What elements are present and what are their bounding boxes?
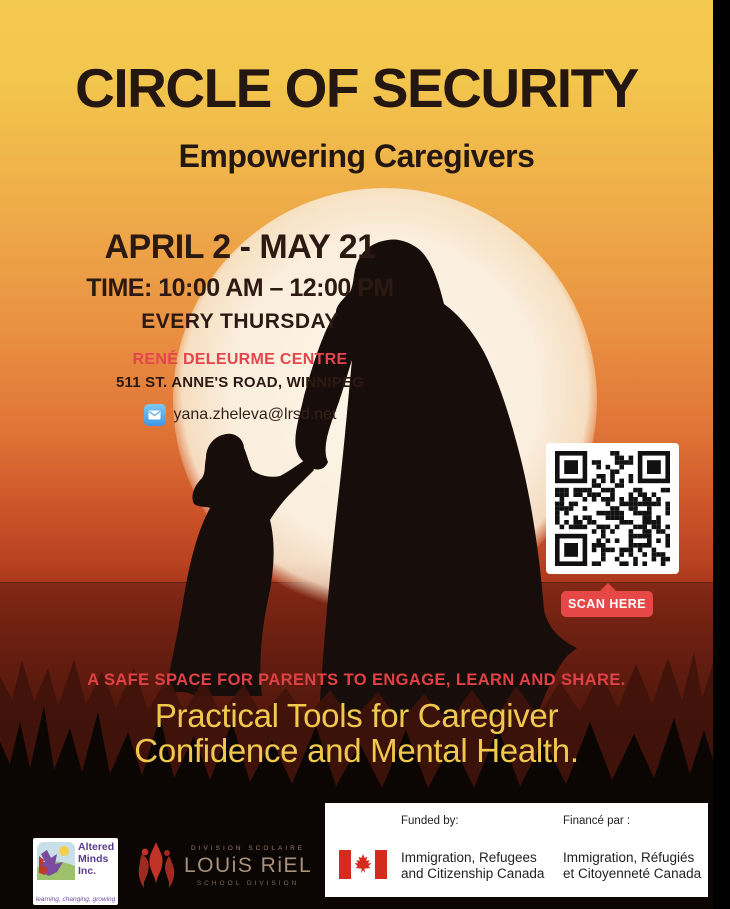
scan-here-button[interactable] (561, 591, 653, 617)
louis-riel-logo (136, 840, 312, 892)
qr-code[interactable] (546, 443, 679, 574)
am-name-line3: Inc. (78, 864, 97, 877)
funding-french-column (563, 815, 703, 882)
event-dates: APRIL 2 - MAY 21 (104, 228, 376, 266)
am-name-line2: Minds (78, 852, 109, 865)
event-info-block (0, 228, 480, 426)
altered-minds-art-icon (37, 842, 75, 880)
event-frequency: EVERY THURSDAY (141, 310, 339, 333)
ircc-fr-line2: et Citoyenneté Canada (563, 865, 702, 881)
finance-par-label: Financé par : (563, 815, 631, 827)
tagline-line-1: Practical Tools for Caregiver (154, 697, 559, 734)
altered-minds-name (78, 842, 114, 877)
lrsd-name: LOUiS RiEL (184, 854, 313, 877)
event-address: 511 ST. ANNE'S ROAD, WINNIPEG (115, 374, 365, 391)
ircc-en-line2: and Citizenship Canada (401, 865, 545, 881)
altered-minds-logo (33, 838, 118, 905)
lrsd-school-division: SCHOOL DIVISION (196, 880, 300, 887)
tagline-line-2: Confidence and Mental Health. (134, 731, 579, 769)
poster-title: CIRCLE OF SECURITY (75, 57, 638, 119)
altered-minds-tagline: learning, changing, growing (35, 896, 116, 903)
ircc-french (563, 850, 703, 882)
ircc-english (401, 850, 559, 882)
email-icon (144, 404, 166, 426)
ircc-en-line1: Immigration, Refugees (401, 850, 537, 865)
louis-riel-text (184, 845, 312, 887)
ircc-fr-line1: Immigration, Réfugiés (563, 850, 695, 865)
contact-email[interactable]: yana.zheleva@lrsd.net (173, 406, 337, 423)
scan-here-label: SCAN HERE (567, 597, 647, 611)
canada-flag-icon (339, 850, 387, 879)
am-name-line1: Altered (78, 841, 115, 853)
event-time: TIME: 10:00 AM – 12:00 PM (86, 274, 394, 302)
safe-space-tagline: A SAFE SPACE FOR PARENTS TO ENGAGE, LEARN AND SHARE. (87, 671, 626, 689)
practical-tools-tagline (0, 699, 713, 769)
funded-by-label: Funded by: (401, 815, 459, 827)
scan-pointer-arrow (599, 583, 617, 592)
poster-subtitle: Empowering Caregivers (178, 138, 535, 174)
funding-attribution (325, 803, 708, 897)
funding-english-column (401, 815, 559, 882)
lrsd-division-scolaire: DIVISION SCOLAIRE (190, 845, 306, 852)
louis-riel-flame-icon (136, 840, 176, 892)
right-black-border (713, 0, 730, 909)
contact-email-row (0, 404, 480, 426)
event-venue: RENÉ DELEURME CENTRE (132, 351, 348, 368)
